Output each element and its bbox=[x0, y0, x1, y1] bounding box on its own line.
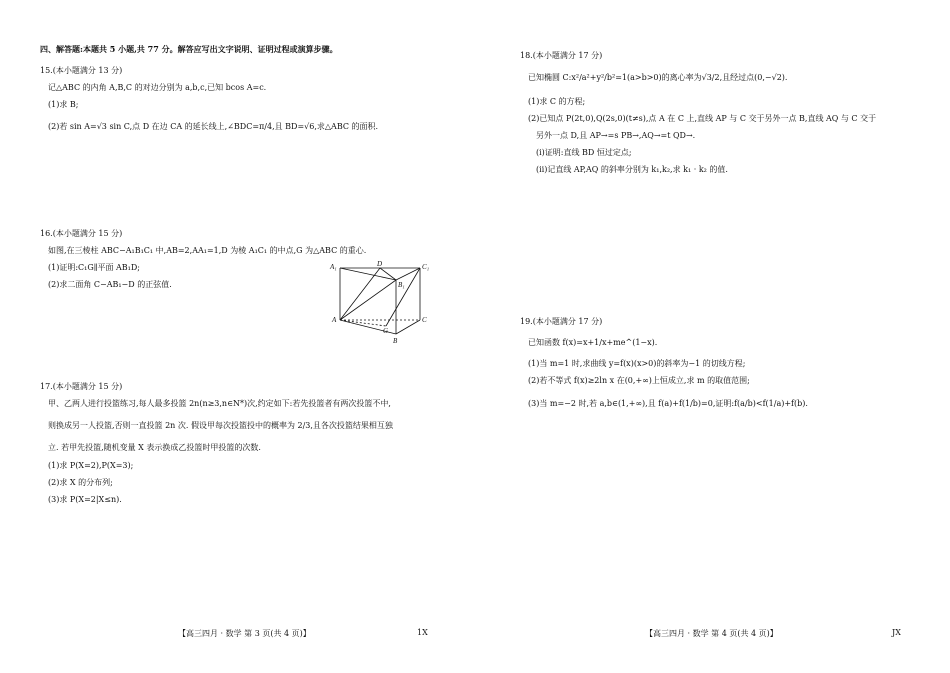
q19-title: 19.(本小题满分 17 分) bbox=[520, 317, 603, 326]
label-A1: A₁ bbox=[330, 263, 337, 271]
q17-line2: 则换成另一人投篮,否则一直投篮 2n 次. 假设甲每次投篮投中的概率为 2/3,且各次投篮结果相互独 bbox=[48, 421, 393, 430]
q15-part1: (1)求 B; bbox=[48, 100, 79, 109]
q17-part3: (3)求 P(X=2|X≤n). bbox=[48, 495, 122, 504]
label-B: B bbox=[393, 337, 398, 345]
q15-part2: (2)若 sin A=√3 sin C,点 D 在边 CA 的延长线上,∠BDC=π/4,且 BD=√6,求△ABC 的面积. bbox=[48, 122, 379, 131]
q15-stem: 记△ABC 的内角 A,B,C 的对边分别为 a,b,c,已知 bcos A=c. bbox=[48, 83, 267, 92]
q19-stem: 已知函数 f(x)=x+1/x+me^(1−x). bbox=[528, 338, 658, 347]
label-C1: C₁ bbox=[422, 263, 430, 271]
label-D: D bbox=[377, 260, 383, 268]
q17-part1: (1)求 P(X=2),P(X=3); bbox=[48, 461, 134, 470]
q18-part2a: (2)已知点 P(2t,0),Q(2s,0)(t≠s),点 A 在 C 上,直线 AP 与 C 交于另外一点 B,直线 AQ 与 C 交于 bbox=[528, 114, 877, 123]
q17-part2: (2)求 X 的分布列; bbox=[48, 478, 113, 487]
q15-title: 15.(本小题满分 13 分) bbox=[40, 66, 123, 75]
q16-part1: (1)证明:C₁G∥平面 AB₁D; bbox=[48, 263, 140, 272]
q18-part2i: (ⅰ)证明:直线 BD 恒过定点; bbox=[536, 148, 632, 157]
label-G: G bbox=[383, 327, 389, 335]
q18-part2ii: (ⅱ)记直线 AP,AQ 的斜率分别为 k₁,k₂,求 k₁ · k₂ 的值. bbox=[536, 165, 728, 174]
q19-part1: (1)当 m=1 时,求曲线 y=f(x)(x>0)的斜率为−1 的切线方程; bbox=[528, 359, 746, 368]
q16-title: 16.(本小题满分 15 分) bbox=[40, 229, 123, 238]
section-header: 四、解答题:本题共 5 小题,共 77 分。解答应写出文字说明、证明过程或演算步骤。 bbox=[40, 44, 338, 54]
q19-part2: (2)若不等式 f(x)≥2ln x 在(0,+∞)上恒成立,求 m 的取值范围; bbox=[528, 376, 750, 385]
label-C: C bbox=[422, 316, 427, 324]
q17-line1: 甲、乙两人进行投篮练习,每人最多投篮 2n(n≥3,n∈N*)次,约定如下:若先投篮者有两次投篮不中, bbox=[48, 399, 391, 408]
label-A: A bbox=[332, 316, 337, 324]
q17-line3: 立. 若甲先投篮,随机变量 X 表示换成乙投篮时甲投篮的次数. bbox=[48, 443, 261, 452]
q18-title: 18.(本小题满分 17 分) bbox=[520, 51, 603, 60]
q16-part2: (2)求二面角 C−AB₁−D 的正弦值. bbox=[48, 280, 172, 289]
left-footer-code: 1X bbox=[417, 628, 428, 637]
prism-figure bbox=[328, 258, 438, 346]
left-footer: 【高三四月 · 数学 第 3 页(共 4 页)】 bbox=[178, 629, 311, 638]
q18-part1: (1)求 C 的方程; bbox=[528, 97, 586, 106]
q18-stem: 已知椭圆 C:x²/a²+y²/b²=1(a>b>0)的离心率为√3/2,且经过点(0,−√2). bbox=[528, 73, 788, 82]
right-footer-code: JX bbox=[892, 628, 901, 637]
right-footer: 【高三四月 · 数学 第 4 页(共 4 页)】 bbox=[645, 629, 778, 638]
q17-title: 17.(本小题满分 15 分) bbox=[40, 382, 123, 391]
q16-stem: 如图,在三棱柱 ABC−A₁B₁C₁ 中,AB=2,AA₁=1,D 为棱 A₁C₁ 的中点,G 为△ABC 的重心. bbox=[48, 246, 367, 255]
label-B1: B₁ bbox=[398, 281, 405, 289]
q18-part2b: 另外一点 D,且 AP→=s PB→,AQ→=t QD→. bbox=[536, 131, 696, 140]
q19-part3: (3)当 m=−2 时,若 a,b∈(1,+∞),且 f(a)+f(1/b)=0,证明:f(a/b)<f(1/a)+f(b). bbox=[528, 399, 808, 408]
